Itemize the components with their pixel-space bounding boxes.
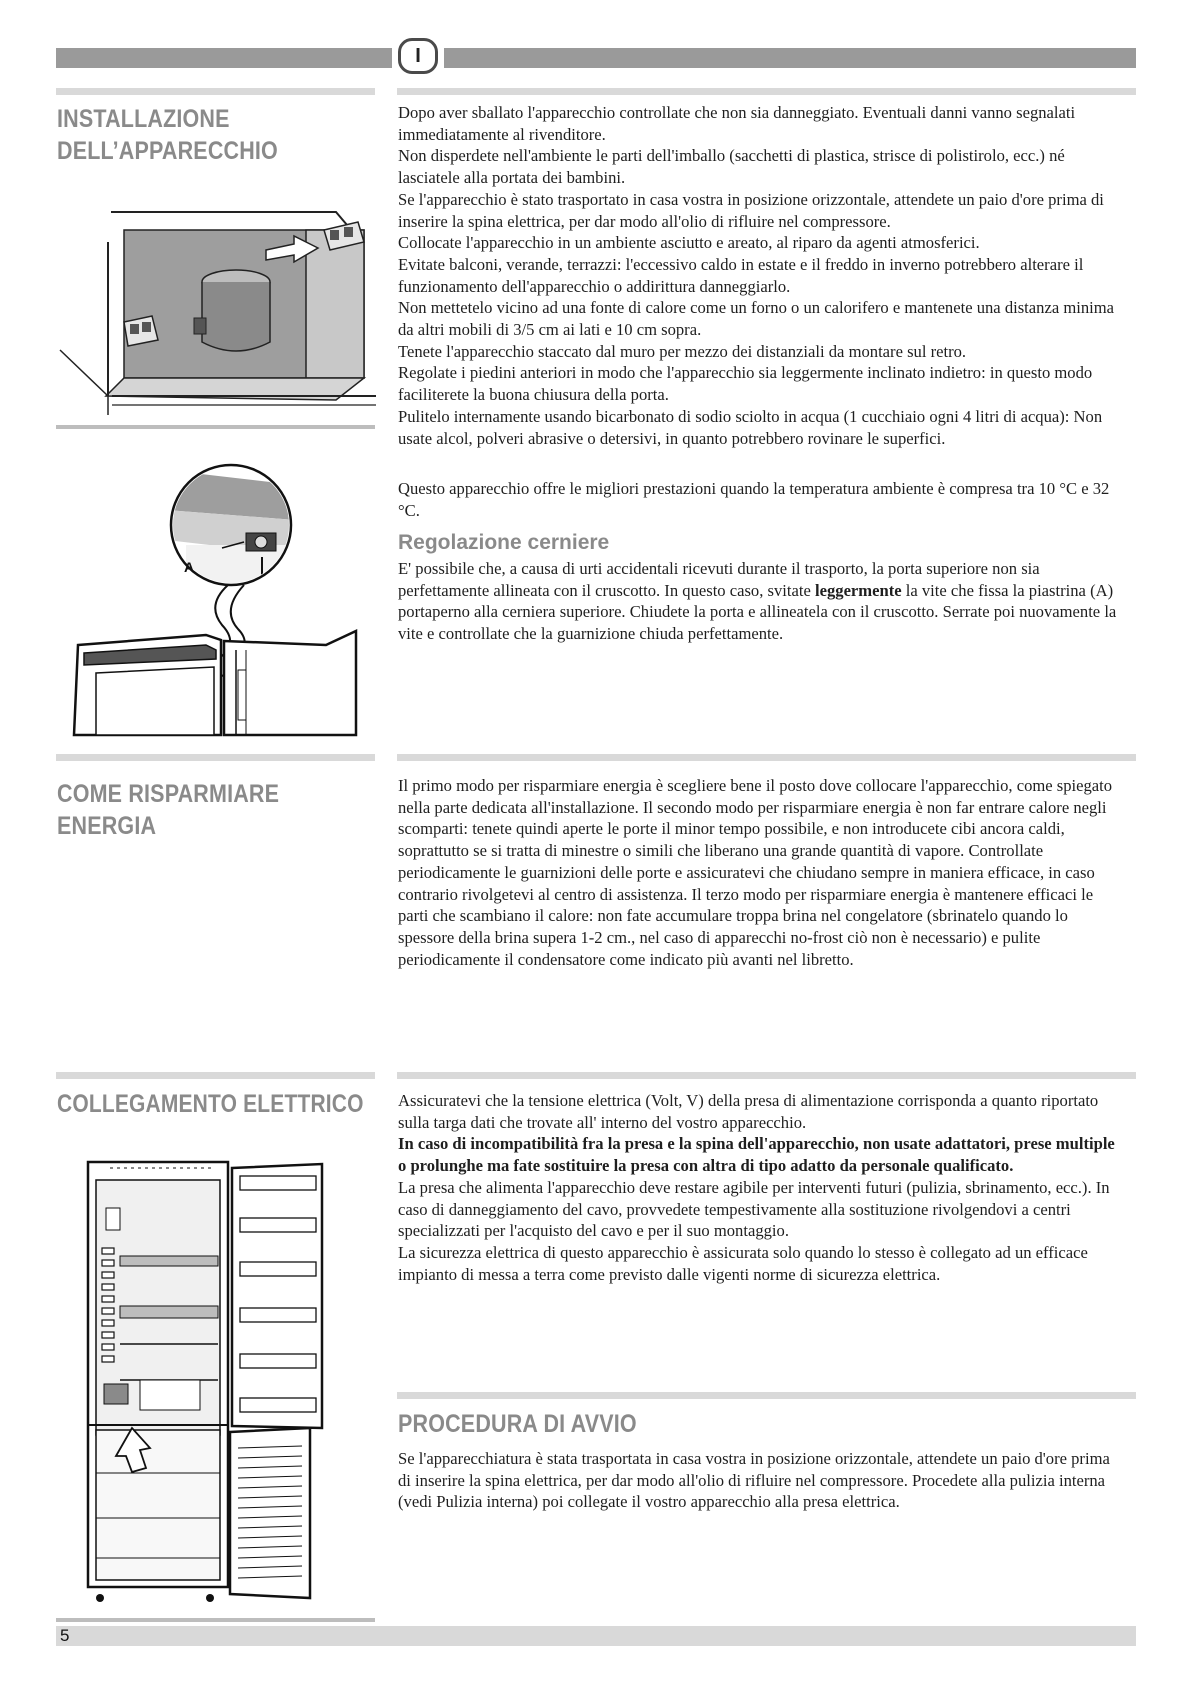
section-title-energy: [57, 778, 279, 842]
installation-text: [398, 102, 1126, 449]
electrical-text: [398, 1090, 1126, 1285]
section-title-startup: PROCEDURA DI AVVIO: [398, 1410, 637, 1438]
paragraph: Evitate balconi, verande, terrazzi: l'eccessivo caldo in estate e il freddo in inverno potrebbero alterare il funzionamento dell'apparecchio o addirittura danneggiarlo.: [398, 254, 1084, 296]
hinge-subtitle: Regolazione cerniere: [398, 531, 610, 554]
paragraph: Se l'apparecchio è stato trasportato in casa vostra in posizione orizzontale, attendete un paio d'ore prima di inserire la spina elettrica, per dar modo all'olio di rifluire nel compressore.: [398, 189, 1104, 231]
hinge-text-part: la vite che fissa la piastrina (A) portaperno alla cerniera superiore. Chiudete la porta e allineatela con il cruscotto. Serrate poi nuovamente la vite e controllate che la guarnizione chiuda perfettamente.: [398, 580, 1117, 644]
temperature-note: Questo apparecchio offre le migliori prestazioni quando la temperatura ambiente è compresa tra 10 °C e 32 °C.: [398, 479, 1110, 520]
paragraph: Non mettetelo vicino ad una fonte di calore come un forno o un calorifero e mantenete una distanza minima da altri mobili di 3/5 cm ai lati e 10 cm sopra.: [398, 298, 1115, 340]
hinge-text-part: E' possibile che, a causa di urti accidentali ricevuti durante il trasporto, la porta superiore non sia perfettamente allineata con il cruscotto. In questo caso, svitate: [398, 559, 1040, 600]
warning-paragraph: In caso di incompatibilità fra la presa e la spina dell'apparecchio, non usate adattatori, prese multiple o prolunghe ma fate sostituire la presa con altra di tipo adatto da personale qualificato.: [398, 1134, 1115, 1176]
section-divider-left: [56, 88, 375, 95]
section-title-installation: [57, 103, 278, 167]
hinge-text: [398, 558, 1126, 645]
hinge-figure: [56, 445, 376, 745]
fridge-figure: [80, 1158, 350, 1618]
title-line-1: INSTALLAZIONE: [57, 105, 230, 133]
hinge-text-emphasis: leggermente: [815, 580, 902, 600]
title-line-1: COME RISPARMIARE: [57, 780, 280, 808]
section-divider-right: [397, 88, 1136, 95]
paragraph: Regolate i piedini anteriori in modo che l'apparecchio sia leggermente inclinato indietro: in questo modo faciliterete la buona chiusura della porta.: [398, 363, 1093, 405]
section-divider-right: [397, 1392, 1136, 1399]
startup-text: Se l'apparecchiatura è stata trasportata in casa vostra in posizione orizzontale, attendete un paio d'ore prima di inserire la spina elettrica, per dar modo all'olio di rifluire nel compressore. Procedete alla pulizia interna (vedi Pulizia interna) poi collegate il vostro apparecchio alla presa elettrica.: [398, 1449, 1110, 1512]
paragraph: Assicuratevi che la tensione elettrica (Volt, V) della presa di alimentazione corrisponda a quanto riportato sulla targa dati che trovate all' interno del vostro apparecchio.: [398, 1091, 1099, 1132]
figure-divider: [56, 1618, 375, 1622]
footer-bar: [56, 1626, 1136, 1646]
page-number: 5: [60, 1626, 70, 1645]
section-divider-left: [56, 754, 375, 761]
section-divider-right: [397, 754, 1136, 761]
paragraph: Non disperdete nell'ambiente le parti dell'imballo (sacchetti di plastica, strisce di polistirolo, ecc.) né lasciatele alla portata dei bambini.: [398, 146, 1065, 188]
language-badge: I: [398, 38, 438, 74]
section-divider-right: [397, 1072, 1136, 1079]
header-bar: [56, 48, 1136, 68]
paragraph: Dopo aver sballato l'apparecchio controllate che non sia danneggiato. Eventuali danni vanno segnalati immediatamente al rivenditore.: [398, 103, 1076, 144]
title-line-2: ENERGIA: [57, 812, 157, 840]
paragraph: Tenete l'apparecchio staccato dal muro per mezzo dei distanziali da montare sul retro.: [398, 341, 967, 361]
energy-text: Il primo modo per risparmiare energia è scegliere bene il posto dove collocare l'apparecchio, come spiegato nella parte dedicata all'installazione. Il secondo modo per risparmiare energia è non far entrare calore negli scomparti: tenete quindi aperte le porte il minor tempo possibile, e non introducete cibi ancora caldi, soprattutto se si tratta di minestre o simili che liberano una grande quantità di vapore. Controllate periodicamente le guarnizioni delle porte e assicuratevi che chiudano sempre in maniera efficace, in caso contrario rivolgetevi al centro di assistenza. Il terzo modo per risparmiare energia è mantenere efficaci le parti che scambiano il calore: non fate accumulare troppa brina nel congelatore (sbrinatelo quando lo spessore della brina supera 1-2 cm., nel caso di apparecchi no-frost ciò non è necessario) e pulite periodicamente il condensatore come indicato più avanti nel libretto.: [398, 776, 1113, 969]
section-divider-left: [56, 1072, 375, 1079]
spacer-installation-figure: [56, 200, 376, 415]
figure-divider: [56, 425, 375, 429]
section-title-electrical: COLLEGAMENTO ELETTRICO: [57, 1090, 364, 1118]
title-line-2: DELL’APPARECCHIO: [57, 137, 278, 165]
paragraph: La sicurezza elettrica di questo apparecchio è assicurata solo quando lo stesso è collegato ad un efficace impianto di messa a terra come previsto dalle vigenti norme di sicurezza elettrica.: [398, 1242, 1088, 1284]
figure-label-a: A: [184, 559, 195, 575]
paragraph: Pulitelo internamente usando bicarbonato di sodio sciolto in acqua (1 cucchiaio ogni 4 litri di acqua): Non usate alcol, polveri abrasive o detersivi, in quanto potrebbero rovinare le superfici.: [398, 406, 1103, 448]
paragraph: La presa che alimenta l'apparecchio deve restare agibile per interventi futuri (pulizia, sbrinamento, ecc.). In caso di danneggiamento del cavo, provvedete tempestivamente alla sostituzione rivolgendovi a centri specializzati per l'acquisto del cavo e per il suo montaggio.: [398, 1177, 1110, 1241]
paragraph: Collocate l'apparecchio in un ambiente asciutto e areato, al riparo da agenti atmosferici.: [398, 233, 980, 253]
